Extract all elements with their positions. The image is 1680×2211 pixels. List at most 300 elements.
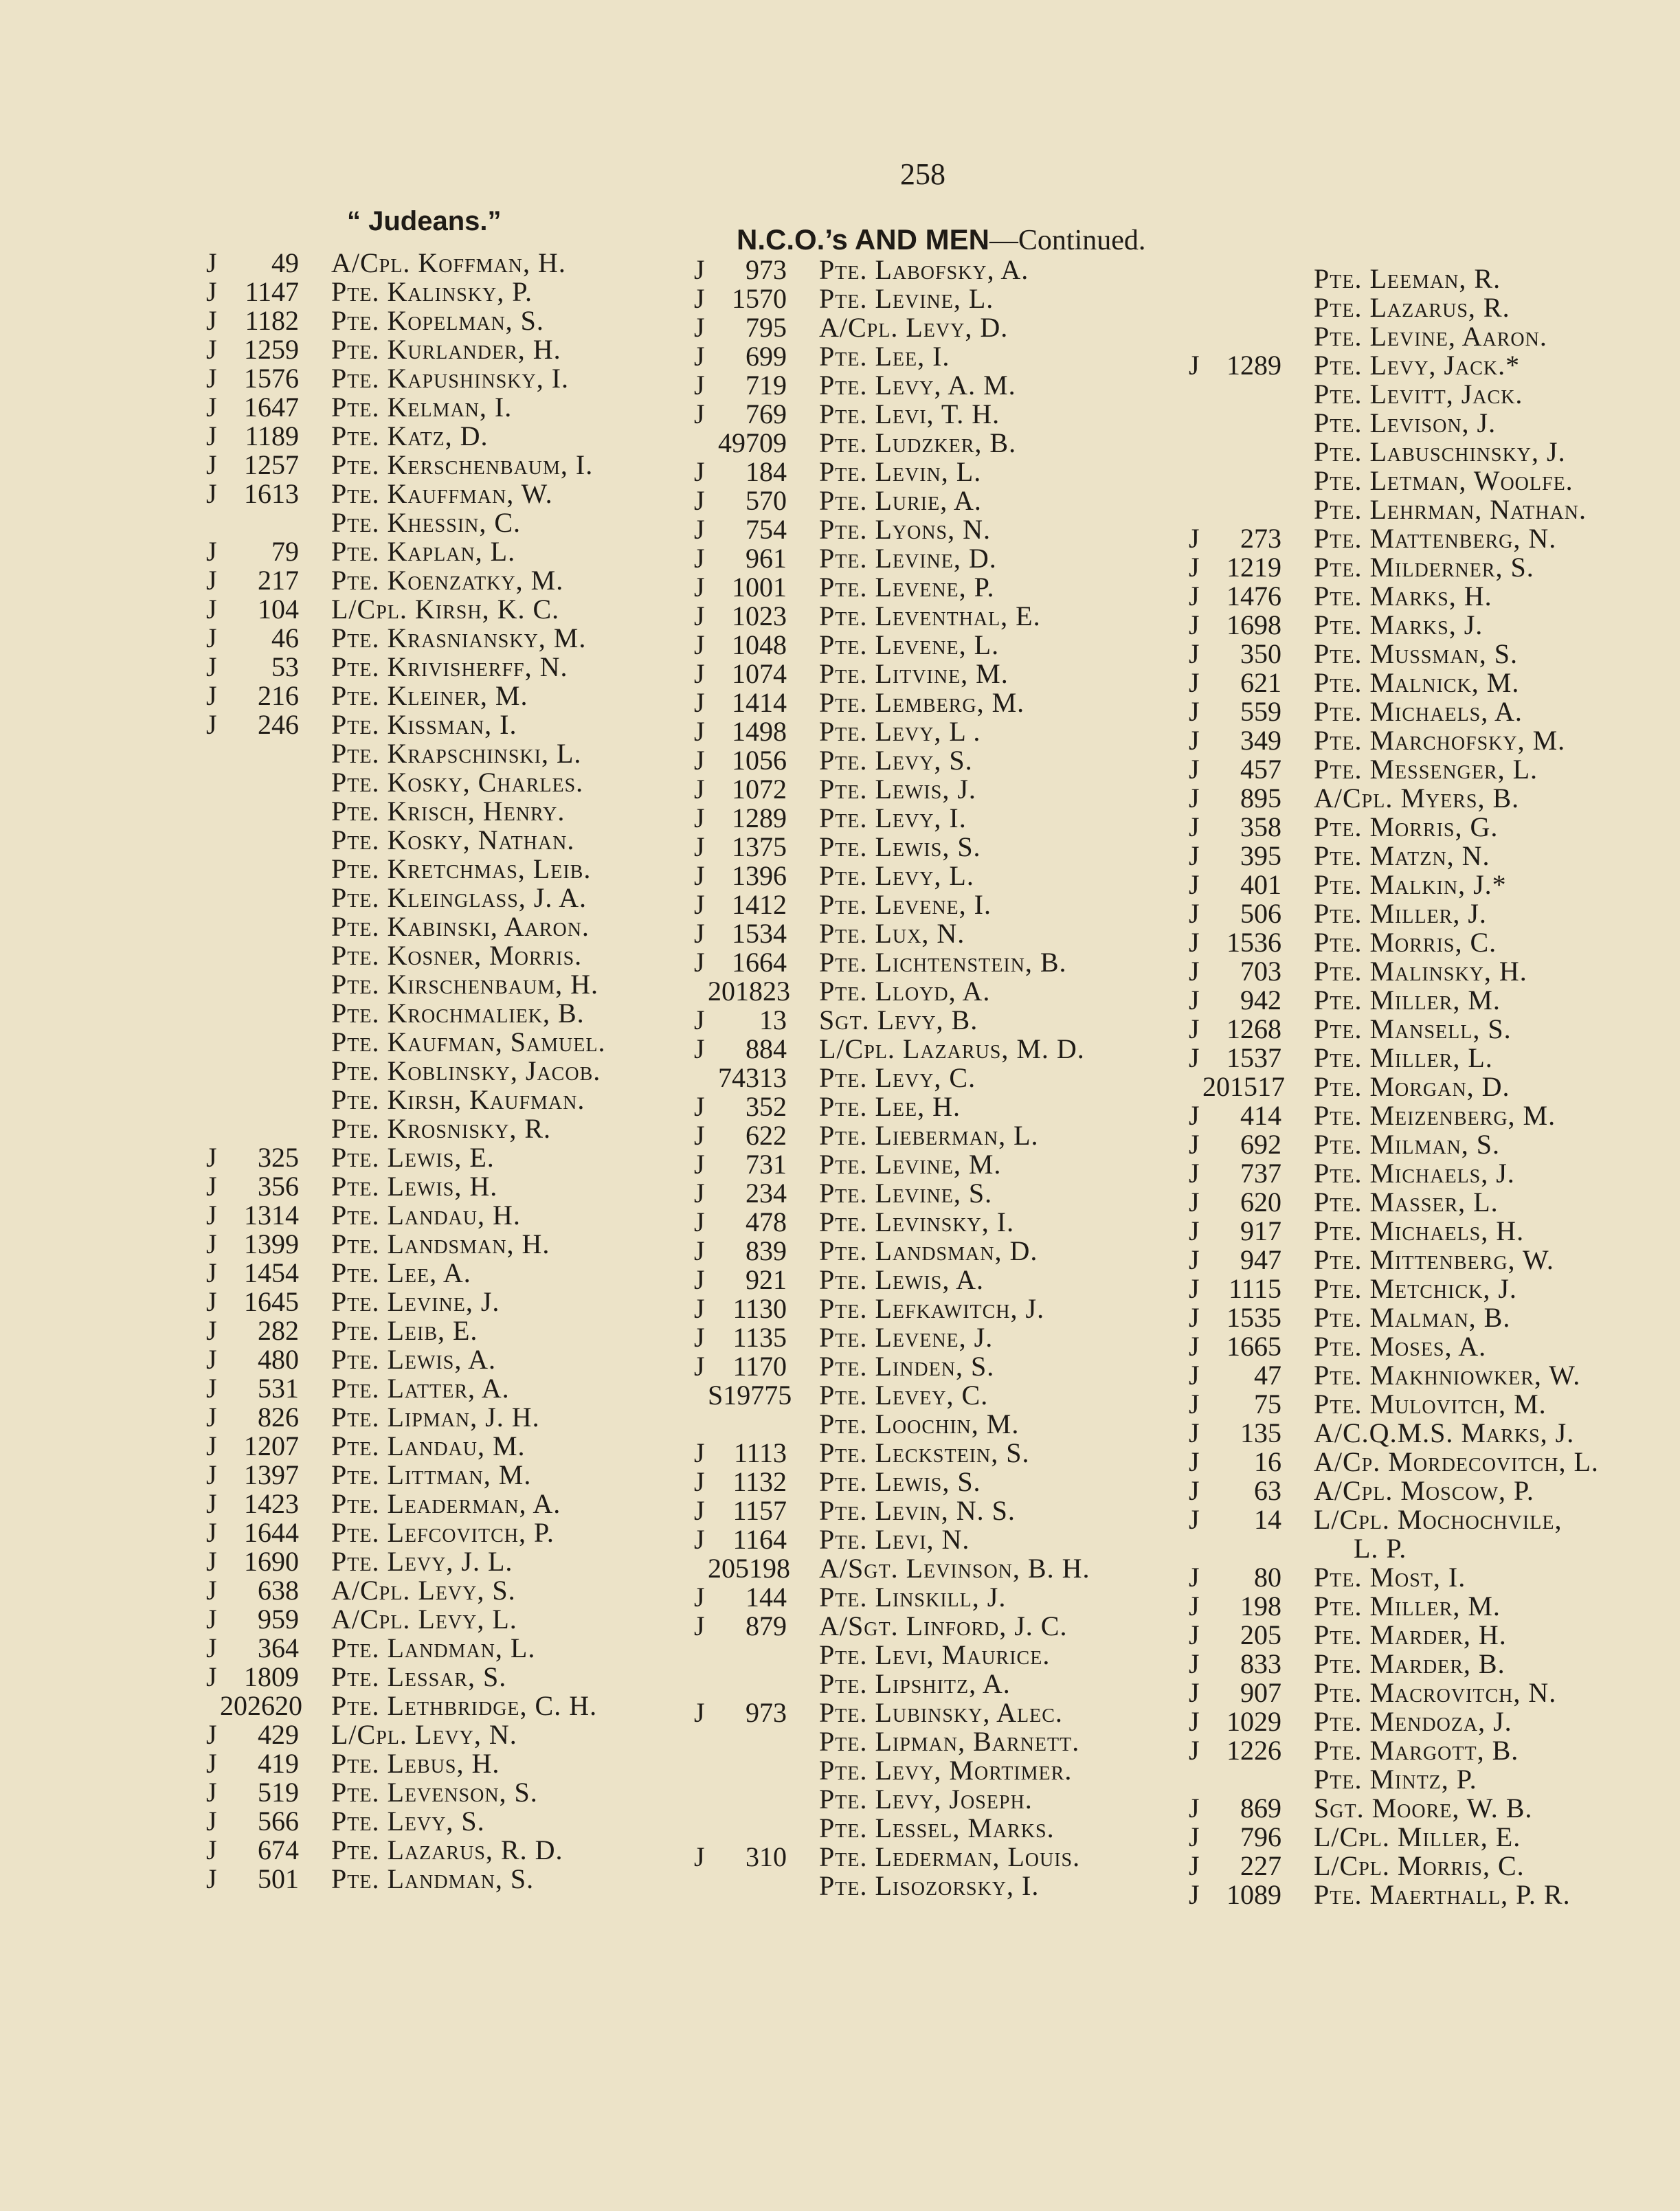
regimental-number: 234 — [746, 1178, 787, 1209]
series-prefix: J — [206, 1604, 217, 1635]
regimental-number: 942 — [1240, 985, 1281, 1015]
series-prefix: J — [694, 860, 705, 891]
roster-entry — [694, 1266, 1168, 1294]
rank-and-name: Pte. Lloyd, A. — [819, 976, 991, 1007]
rank-and-name: Pte. Kosner, Morris. — [331, 940, 583, 971]
rank-and-name: Pte. Levy, J. L. — [331, 1546, 513, 1577]
rank-and-name: Pte. Levine, L. — [819, 283, 994, 314]
roster-entry — [1189, 1101, 1670, 1130]
rank-and-name: Pte. Lewis, S. — [819, 831, 981, 862]
regimental-number: 1454 — [244, 1257, 299, 1288]
rank-and-name: A/Sgt. Linford, J. C. — [819, 1610, 1068, 1641]
roster-entry — [206, 999, 660, 1028]
roster-entry — [1189, 813, 1670, 842]
regimental-number: 699 — [746, 341, 787, 372]
roster-entry — [206, 1663, 660, 1692]
rank-and-name: Pte. Leib, E. — [331, 1315, 478, 1346]
roster-entry — [1189, 1275, 1670, 1303]
roster-entry — [206, 1778, 660, 1807]
regimental-number: 1396 — [732, 860, 787, 891]
roster-entry — [206, 1865, 660, 1894]
rank-and-name: Pte. Kurlander, H. — [331, 334, 561, 365]
regimental-number: 282 — [258, 1315, 299, 1346]
roster-entry — [694, 1468, 1168, 1496]
series-prefix: J — [206, 1661, 217, 1692]
roster-entry — [694, 1814, 1168, 1843]
rank-and-name: Pte. Leckstein, S. — [819, 1437, 1030, 1468]
roster-entry — [206, 1836, 660, 1865]
regimental-number: 506 — [1240, 898, 1281, 929]
regimental-number: 1259 — [244, 334, 299, 365]
rank-and-name: Pte. Levi, N. — [819, 1524, 970, 1555]
roster-entry — [1189, 726, 1670, 755]
series-prefix: J — [694, 601, 705, 631]
regimental-number: 973 — [746, 254, 787, 285]
series-prefix: J — [206, 305, 217, 336]
roster-entry — [694, 1323, 1168, 1352]
series-prefix: J — [694, 1437, 705, 1468]
roster-entry — [694, 1121, 1168, 1150]
regimental-number: 325 — [258, 1142, 299, 1173]
roster-entry — [206, 1143, 660, 1172]
roster-entry — [206, 884, 660, 912]
roster-entry — [694, 1641, 1168, 1670]
roster-entry — [1189, 1188, 1670, 1217]
rank-and-name: Pte. Levy, Jack.* — [1314, 350, 1521, 381]
regimental-number: 869 — [1240, 1793, 1281, 1823]
rank-and-name: Pte. Levison, J. — [1314, 407, 1497, 438]
rank-and-name: Pte. Lazarus, R. D. — [331, 1834, 563, 1865]
rank-and-name: Pte. Levene, I. — [819, 889, 992, 920]
roster-entry — [1189, 1332, 1670, 1361]
rank-and-name: Pte. Morgan, D. — [1314, 1071, 1510, 1102]
regimental-number: 227 — [1240, 1850, 1281, 1881]
rank-and-name: Pte. Levene, L. — [819, 629, 1000, 660]
roster-entry — [206, 566, 660, 595]
roster-entry — [694, 746, 1168, 775]
rank-and-name: Pte. Lurie, A. — [819, 485, 982, 516]
roster-entry — [1189, 1650, 1670, 1679]
regimental-number: 1397 — [244, 1459, 299, 1490]
series-prefix: J — [1189, 1417, 1200, 1448]
rank-and-name: Pte. Krisch, Henry. — [331, 796, 565, 827]
series-prefix: J — [206, 1863, 217, 1894]
series-prefix: J — [1189, 898, 1200, 929]
series-prefix: J — [1189, 552, 1200, 583]
roster-entry — [1189, 1419, 1670, 1448]
series-prefix: J — [1189, 638, 1200, 669]
regimental-number: 692 — [1240, 1129, 1281, 1160]
series-prefix: J — [694, 889, 705, 920]
rank-and-name: Pte. Kosky, Nathan. — [331, 824, 575, 855]
regimental-number: 1048 — [732, 629, 787, 660]
regimental-number: 1219 — [1227, 552, 1281, 583]
roster-entry — [694, 1006, 1168, 1035]
rank-and-name: Pte. Kirsh, Kaufman. — [331, 1084, 585, 1115]
regimental-number: 53 — [271, 651, 299, 682]
regimental-number: 356 — [258, 1171, 299, 1202]
regimental-number: 352 — [746, 1091, 787, 1122]
rank-and-name: Pte. Malkin, J.* — [1314, 869, 1507, 900]
regimental-number: 478 — [746, 1206, 787, 1237]
roster-entry — [1189, 1563, 1670, 1592]
regimental-number: 349 — [1240, 725, 1281, 756]
roster-entry — [206, 941, 660, 970]
series-prefix: J — [694, 831, 705, 862]
regimental-number: 519 — [258, 1777, 299, 1808]
series-prefix: J — [206, 1777, 217, 1808]
roster-entry — [206, 739, 660, 768]
roster-entry — [694, 1698, 1168, 1727]
rank-and-name: Pte. Lessel, Marks. — [819, 1812, 1055, 1843]
rank-and-name: Pte. Masser, L. — [1314, 1187, 1499, 1217]
rank-and-name: Pte. Levy, Mortimer. — [819, 1755, 1073, 1786]
roster-entry — [1189, 1765, 1670, 1794]
rank-and-name: Pte. Lisozorsky, I. — [819, 1870, 1040, 1901]
regimental-number: 570 — [746, 485, 787, 516]
regimental-number: 205 — [1240, 1619, 1281, 1650]
rank-and-name: Pte. Ludzker, B. — [819, 427, 1017, 458]
roster-entry — [206, 508, 660, 537]
regimental-number: 1132 — [732, 1466, 787, 1497]
series-prefix: J — [1189, 1735, 1200, 1766]
roster-entry — [1189, 1621, 1670, 1650]
regimental-number: 49709 — [718, 427, 787, 458]
rank-and-name: Pte. Littman, M. — [331, 1459, 532, 1490]
rank-and-name: Pte. Most, I. — [1314, 1562, 1466, 1593]
regimental-number: 1135 — [732, 1322, 787, 1353]
series-prefix: J — [694, 1149, 705, 1180]
series-prefix: J — [1189, 869, 1200, 900]
rank-and-name: Pte. Morris, C. — [1314, 927, 1497, 958]
roster-entry — [694, 890, 1168, 919]
regimental-number: 795 — [746, 312, 787, 343]
roster-entry — [1189, 842, 1670, 871]
rank-and-name: Pte. Lewis, S. — [819, 1466, 981, 1497]
series-prefix: J — [1189, 609, 1200, 640]
rank-and-name: Pte. Landau, H. — [331, 1200, 521, 1231]
roster-entry — [694, 1439, 1168, 1468]
series-prefix: J — [206, 276, 217, 307]
rank-and-name: Pte. Kaufman, Samuel. — [331, 1026, 606, 1057]
series-prefix: J — [206, 1200, 217, 1231]
rank-and-name: Pte. Krivisherff, N. — [331, 651, 568, 682]
regimental-number: 198 — [1240, 1591, 1281, 1621]
rank-and-name: Pte. Lemberg, M. — [819, 687, 1025, 718]
regimental-number: 1664 — [732, 947, 787, 978]
series-prefix: J — [694, 370, 705, 401]
roster-entry — [1189, 524, 1670, 553]
rank-and-name: Pte. Maerthall, P. R. — [1314, 1879, 1571, 1910]
roster-entry — [694, 862, 1168, 890]
roster-column-1 — [206, 249, 660, 1894]
series-prefix: J — [694, 341, 705, 372]
series-prefix: J — [206, 1171, 217, 1202]
roster-entry — [1189, 957, 1670, 986]
roster-entry — [1189, 899, 1670, 928]
rank-and-name: L. P. — [1354, 1533, 1407, 1564]
rank-and-name: Pte. Kabinski, Aaron. — [331, 911, 590, 942]
series-prefix: J — [206, 334, 217, 365]
roster-entry — [694, 256, 1168, 284]
series-prefix: J — [694, 803, 705, 833]
roster-column-2 — [694, 256, 1168, 1900]
rank-and-name: Pte. Lieberman, L. — [819, 1120, 1039, 1151]
roster-entry — [694, 1612, 1168, 1641]
regimental-number: 13 — [759, 1005, 787, 1035]
roster-entry — [1189, 1044, 1670, 1073]
series-prefix: J — [694, 1351, 705, 1382]
rank-and-name: Pte. Lewis, A. — [331, 1344, 496, 1375]
roster-entry — [1189, 380, 1670, 409]
roster-entry — [206, 624, 660, 653]
regimental-number: 1130 — [732, 1293, 787, 1324]
series-prefix: J — [1189, 523, 1200, 554]
rank-and-name: Pte. Levine, Aaron. — [1314, 321, 1547, 352]
roster-entry — [694, 544, 1168, 573]
series-prefix: J — [1189, 350, 1200, 381]
rank-and-name: Pte. Levinsky, I. — [819, 1206, 1015, 1237]
roster-entry — [694, 919, 1168, 948]
roster-entry — [1189, 467, 1670, 495]
rank-and-name: Pte. Krosnisky, R. — [331, 1113, 552, 1144]
roster-entry — [206, 1518, 660, 1547]
series-prefix: J — [1189, 1850, 1200, 1881]
regimental-number: 1029 — [1227, 1706, 1281, 1737]
series-prefix: J — [206, 1719, 217, 1750]
rank-and-name: Pte. Labofsky, A. — [819, 254, 1029, 285]
roster-entry — [1189, 1679, 1670, 1707]
rank-and-name: Pte. Miller, J. — [1314, 898, 1487, 929]
roster-entry — [1189, 669, 1670, 697]
rank-and-name: Pte. Kauffman, W. — [331, 478, 553, 509]
roster-entry — [1189, 293, 1670, 322]
regimental-number: 16 — [1254, 1446, 1281, 1477]
series-prefix: J — [206, 622, 217, 653]
rank-and-name: Pte. Levi, T. H. — [819, 399, 1000, 429]
roster-entry — [694, 1208, 1168, 1237]
rank-and-name: A/Cpl. Myers, B. — [1314, 783, 1520, 813]
roster-entry — [694, 1352, 1168, 1381]
regimental-number: 310 — [746, 1841, 787, 1872]
rank-and-name: Pte. Michaels, H. — [1314, 1215, 1525, 1246]
rank-and-name: Pte. Linden, S. — [819, 1351, 995, 1382]
roster-entry — [206, 768, 660, 797]
regimental-number: 1576 — [244, 363, 299, 394]
rank-and-name: Pte. Lehrman, Nathan. — [1314, 494, 1587, 525]
rank-and-name: Pte. Malnick, M. — [1314, 667, 1520, 698]
rank-and-name: Pte. Mansell, S. — [1314, 1013, 1512, 1044]
regimental-number: 1613 — [244, 478, 299, 509]
rank-and-name: Pte. Marks, J. — [1314, 609, 1483, 640]
regimental-number: 1074 — [732, 658, 787, 689]
series-prefix: J — [206, 420, 217, 451]
rank-and-name: A/Cpl. Moscow, P. — [1314, 1475, 1534, 1506]
regimental-number: 754 — [746, 514, 787, 545]
roster-entry — [694, 833, 1168, 862]
regimental-number: 1644 — [244, 1517, 299, 1548]
roster-entry — [694, 948, 1168, 977]
page-number: 258 — [900, 157, 945, 191]
series-prefix: J — [1189, 1793, 1200, 1823]
rank-and-name: L/Cpl. Lazarus, M. D. — [819, 1033, 1085, 1064]
regimental-number: 480 — [258, 1344, 299, 1375]
roster-entry — [206, 1807, 660, 1836]
roster-entry — [1189, 1477, 1670, 1505]
series-prefix: J — [1189, 985, 1200, 1015]
regimental-number: 620 — [1240, 1187, 1281, 1217]
regimental-number: 1089 — [1227, 1879, 1281, 1910]
roster-entry — [694, 1410, 1168, 1439]
series-prefix: J — [694, 1033, 705, 1064]
roster-entry — [694, 1064, 1168, 1092]
series-prefix: J — [694, 774, 705, 805]
regimental-number: 907 — [1240, 1677, 1281, 1708]
series-prefix: J — [206, 565, 217, 596]
roster-entry — [206, 1316, 660, 1345]
rank-and-name: Pte. Mintz, P. — [1314, 1764, 1477, 1795]
series-prefix: J — [1189, 1302, 1200, 1333]
regimental-number: 1001 — [732, 572, 787, 603]
roster-entry — [694, 573, 1168, 602]
series-prefix: J — [206, 1373, 217, 1404]
roster-entry — [206, 1749, 660, 1778]
roster-entry — [694, 342, 1168, 371]
rank-and-name: Pte. Landsman, D. — [819, 1235, 1038, 1266]
regimental-number: 1289 — [1227, 350, 1281, 381]
series-prefix: J — [1189, 1129, 1200, 1160]
series-prefix: J — [206, 1142, 217, 1173]
series-prefix: J — [1189, 927, 1200, 958]
series-prefix: J — [1189, 811, 1200, 842]
roster-entry — [1189, 1361, 1670, 1390]
series-prefix: J — [694, 312, 705, 343]
regimental-number: 401 — [1240, 869, 1281, 900]
rank-and-name: Pte. Lethbridge, C. H. — [331, 1690, 598, 1721]
regimental-number: 884 — [746, 1033, 787, 1064]
roster-entry — [206, 422, 660, 451]
regimental-number: 566 — [258, 1806, 299, 1837]
rank-and-name: Pte. Litvine, M. — [819, 658, 1009, 689]
roster-entry — [206, 1720, 660, 1749]
roster-entry — [694, 1670, 1168, 1698]
series-prefix: J — [694, 1005, 705, 1035]
roster-entry — [1189, 351, 1670, 380]
series-prefix: J — [1189, 667, 1200, 698]
roster-entry — [1189, 611, 1670, 640]
roster-entry — [694, 371, 1168, 400]
regimental-number: 1157 — [732, 1495, 787, 1526]
rank-and-name: L/Cpl. Morris, C. — [1314, 1850, 1525, 1881]
regimental-number: 47 — [1254, 1360, 1281, 1391]
rank-and-name: A/Cpl. Levy, D. — [819, 312, 1009, 343]
rank-and-name: Pte. Michaels, A. — [1314, 696, 1523, 727]
regimental-number: 826 — [258, 1402, 299, 1433]
rank-and-name: L/Cpl. Levy, N. — [331, 1719, 517, 1750]
roster-entry — [1189, 986, 1670, 1015]
series-prefix: J — [206, 680, 217, 711]
regimental-number: 1476 — [1227, 581, 1281, 611]
rank-and-name: Pte. Lewis, A. — [819, 1264, 984, 1295]
rank-and-name: Pte. Milman, S. — [1314, 1129, 1501, 1160]
roster-entry — [694, 1872, 1168, 1900]
rank-and-name: Pte. Lux, N. — [819, 918, 965, 949]
roster-entry — [1189, 784, 1670, 813]
series-prefix: J — [694, 658, 705, 689]
rank-and-name: Pte. Kleinglass, J. A. — [331, 882, 587, 913]
regimental-number: 1314 — [244, 1200, 299, 1231]
series-prefix: J — [206, 1286, 217, 1317]
rank-and-name: Pte. Lederman, Louis. — [819, 1841, 1081, 1872]
roster-entry — [206, 1461, 660, 1490]
regimental-number: 1207 — [244, 1430, 299, 1461]
rank-and-name: Pte. Kelman, I. — [331, 392, 513, 423]
series-prefix: J — [1189, 696, 1200, 727]
roster-entry — [694, 1381, 1168, 1410]
series-prefix: J — [206, 478, 217, 509]
roster-entry — [206, 451, 660, 480]
regimental-number: 1023 — [732, 601, 787, 631]
roster-entry — [694, 1756, 1168, 1785]
roster-entry — [1189, 928, 1670, 957]
roster-entry — [206, 1490, 660, 1518]
rank-and-name: A/C.Q.M.S. Marks, J. — [1314, 1417, 1575, 1448]
rank-and-name: Pte. Kerschenbaum, I. — [331, 449, 594, 480]
series-prefix: J — [1189, 1591, 1200, 1621]
regimental-number: 350 — [1240, 638, 1281, 669]
regimental-number: 1412 — [732, 889, 787, 920]
regimental-number: 49 — [271, 247, 299, 278]
roster-entry — [206, 1634, 660, 1663]
rank-and-name: Pte. Malinsky, H. — [1314, 956, 1527, 987]
series-prefix: J — [206, 594, 217, 625]
rank-and-name: Pte. Lewis, E. — [331, 1142, 495, 1173]
rank-and-name: L/Cpl. Miller, E. — [1314, 1821, 1521, 1852]
series-prefix: J — [694, 283, 705, 314]
rank-and-name: Pte. Koenzatky, M. — [331, 565, 564, 596]
roster-entry — [206, 682, 660, 710]
rank-and-name: Pte. Levy, Joseph. — [819, 1784, 1033, 1815]
rank-and-name: Pte. Marder, H. — [1314, 1619, 1507, 1650]
roster-entry — [206, 335, 660, 364]
roster-entry — [694, 1554, 1168, 1583]
series-prefix: J — [1189, 1273, 1200, 1304]
regimental-number: 769 — [746, 399, 787, 429]
rank-and-name: Pte. Khessin, C. — [331, 507, 522, 538]
rank-and-name: Sgt. Moore, W. B. — [1314, 1793, 1533, 1823]
rank-and-name: Pte. Leaderman, A. — [331, 1488, 561, 1519]
series-prefix: J — [1189, 1389, 1200, 1419]
regimental-number: 621 — [1240, 667, 1281, 698]
roster-entry — [206, 1547, 660, 1576]
series-prefix: J — [206, 1575, 217, 1606]
regimental-number: 1570 — [732, 283, 787, 314]
rank-and-name: Pte. Landau, M. — [331, 1430, 526, 1461]
roster-entry — [694, 1294, 1168, 1323]
rank-and-name: Pte. Metchick, J. — [1314, 1273, 1517, 1304]
series-prefix: J — [694, 1235, 705, 1266]
series-prefix: J — [694, 572, 705, 603]
rank-and-name: A/Cp. Mordecovitch, L. — [1314, 1446, 1599, 1477]
regimental-number: 833 — [1240, 1648, 1281, 1679]
rank-and-name: Pte. Macrovitch, N. — [1314, 1677, 1557, 1708]
series-prefix: J — [206, 247, 217, 278]
rank-and-name: Pte. Leeman, R. — [1314, 263, 1501, 294]
series-prefix: J — [206, 363, 217, 394]
regimental-number: 1647 — [244, 392, 299, 423]
regimental-number: 1423 — [244, 1488, 299, 1519]
series-prefix: J — [206, 1228, 217, 1259]
